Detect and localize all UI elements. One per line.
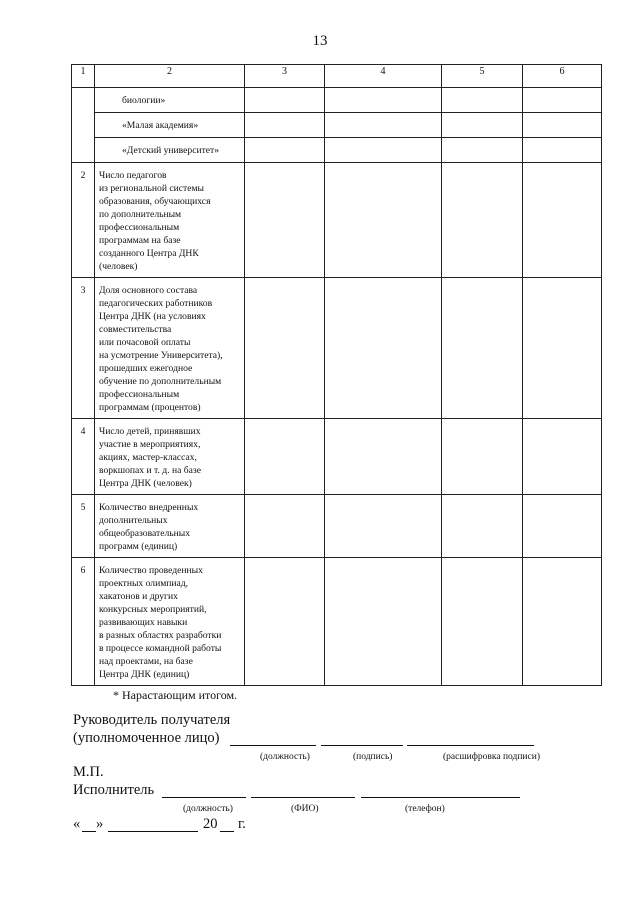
date-open-quote: « (73, 816, 81, 832)
column-header: 3 (245, 65, 325, 88)
head-title-line1: Руководитель получателя (73, 712, 231, 728)
indicator-text-line: над проектами, на базе (99, 656, 193, 667)
table-row (72, 419, 602, 495)
indicator-description (95, 419, 245, 495)
value-cell (442, 138, 523, 163)
executor-label: Исполнитель (73, 782, 155, 798)
date-year-field[interactable] (220, 831, 234, 832)
subitem-label: «Малая академия» (95, 113, 245, 138)
indicator-text-line: Центра ДНК (человек) (99, 478, 192, 489)
table-header-row (72, 65, 602, 88)
value-cell (245, 419, 325, 495)
executor-name-field[interactable] (251, 797, 355, 798)
row-number: 6 (72, 558, 95, 686)
position-caption: (должность) (260, 752, 310, 762)
indicator-text-line: профессиональным (99, 389, 180, 400)
indicator-text-line: общеобразовательных (99, 528, 190, 539)
footnote: * Нарастающим итогом. (113, 688, 238, 702)
column-header: 1 (72, 65, 95, 88)
value-cell (325, 88, 442, 113)
indicator-text-line: участие в мероприятиях, (99, 439, 201, 450)
date-close-quote: » (96, 816, 104, 832)
signature-caption: (подпись) (353, 752, 393, 762)
value-cell (442, 558, 523, 686)
table-row (72, 163, 602, 278)
executor-position-field[interactable] (162, 797, 246, 798)
indicator-text-line: Центра ДНК (единиц) (99, 669, 190, 680)
indicator-text-line: воркшопах и т. д. на базе (99, 465, 201, 476)
indicator-text-line: образования, обучающихся (99, 196, 211, 207)
subitem-label: биологии» (95, 88, 245, 113)
value-cell (523, 138, 602, 163)
row-number: 5 (72, 495, 95, 558)
subitem-label: «Детский университет» (95, 138, 245, 163)
executor-name-caption: (ФИО) (291, 804, 319, 814)
indicator-text-line: совместительства (99, 324, 172, 335)
date-month-field[interactable] (108, 831, 198, 832)
indicator-text-line: Число педагогов (99, 170, 167, 181)
table-row (72, 495, 602, 558)
table-row (72, 558, 602, 686)
indicator-text-line: профессиональным (99, 222, 180, 233)
indicator-text-line: в разных областях разработки (99, 630, 222, 641)
value-cell (523, 419, 602, 495)
executor-phone-caption: (телефон) (405, 804, 445, 814)
value-cell (442, 88, 523, 113)
value-cell (523, 163, 602, 278)
column-header: 2 (95, 65, 245, 88)
indicator-description (95, 495, 245, 558)
indicator-text-line: из региональной системы (99, 183, 204, 194)
value-cell (245, 163, 325, 278)
value-cell (325, 113, 442, 138)
indicator-text-line: обучение по дополнительным (99, 376, 222, 387)
indicator-text-line: созданного Центра ДНК (99, 248, 199, 259)
page-number: 13 (312, 33, 328, 49)
date-year-suffix: г. (238, 816, 246, 832)
row-number: 2 (72, 163, 95, 278)
executor-phone-field[interactable] (361, 797, 520, 798)
value-cell (245, 138, 325, 163)
indicator-description (95, 278, 245, 419)
indicators-table (71, 64, 602, 686)
indicator-description (95, 558, 245, 686)
indicator-text-line: по дополнительным (99, 209, 182, 220)
indicator-text-line: развивающих навыки (99, 617, 188, 628)
indicator-text-line: проектных олимпиад, (99, 578, 189, 589)
value-cell (325, 495, 442, 558)
indicator-text-line: дополнительных (99, 515, 168, 526)
table-row (72, 138, 602, 163)
indicator-text-line: педагогических работников (99, 298, 213, 309)
value-cell (245, 113, 325, 138)
column-header: 6 (523, 65, 602, 88)
value-cell (245, 88, 325, 113)
value-cell (523, 88, 602, 113)
value-cell (325, 558, 442, 686)
indicator-text-line: конкурсных мероприятий, (99, 604, 207, 615)
value-cell (523, 278, 602, 419)
date-year-prefix: 20 (203, 816, 218, 832)
row-number: 3 (72, 278, 95, 419)
value-cell (523, 558, 602, 686)
indicator-text-line: Число детей, принявших (99, 426, 201, 437)
value-cell (523, 113, 602, 138)
value-cell (245, 495, 325, 558)
indicator-text-line: Количество проведенных (99, 565, 203, 576)
value-cell (523, 495, 602, 558)
indicator-text-line: (человек) (99, 261, 138, 272)
head-title-line2: (уполномоченное лицо) (73, 730, 220, 746)
value-cell (245, 558, 325, 686)
table-row (72, 113, 602, 138)
indicator-text-line: программам на базе (99, 235, 181, 246)
indicator-text-line: в процессе командной работы (99, 643, 222, 654)
indicator-text-line: на усмотрение Университета), (99, 350, 223, 361)
indicator-text-line: Количество внедренных (99, 502, 199, 513)
indicator-text-line: Доля основного состава (99, 285, 198, 296)
indicator-text-line: Центра ДНК (на условиях (99, 311, 206, 322)
value-cell (325, 138, 442, 163)
column-header: 5 (442, 65, 523, 88)
value-cell (325, 163, 442, 278)
row-number: 4 (72, 419, 95, 495)
date-day-field[interactable] (82, 831, 96, 832)
value-cell (442, 278, 523, 419)
indicator-text-line: программ (единиц) (99, 541, 178, 552)
executor-position-caption: (должность) (183, 804, 233, 814)
table-row (72, 88, 602, 113)
value-cell (442, 113, 523, 138)
value-cell (245, 278, 325, 419)
indicator-description (95, 163, 245, 278)
position-field[interactable] (230, 745, 316, 746)
signature-field[interactable] (321, 745, 403, 746)
indicator-text-line: или почасовой оплаты (99, 337, 191, 348)
value-cell (325, 419, 442, 495)
value-cell (442, 163, 523, 278)
value-cell (325, 278, 442, 419)
row-number-empty (72, 88, 95, 163)
column-header: 4 (325, 65, 442, 88)
indicator-text-line: прошедших ежегодное (99, 363, 193, 374)
indicator-text-line: акциях, мастер-классах, (99, 452, 197, 463)
decoding-caption: (расшифровка подписи) (443, 752, 540, 762)
value-cell (442, 419, 523, 495)
indicator-text-line: хакатонов и других (99, 591, 178, 602)
signature-decoding-field[interactable] (407, 745, 534, 746)
value-cell (442, 495, 523, 558)
indicator-text-line: программам (процентов) (99, 402, 201, 413)
stamp-place: М.П. (73, 764, 104, 780)
table-row (72, 278, 602, 419)
